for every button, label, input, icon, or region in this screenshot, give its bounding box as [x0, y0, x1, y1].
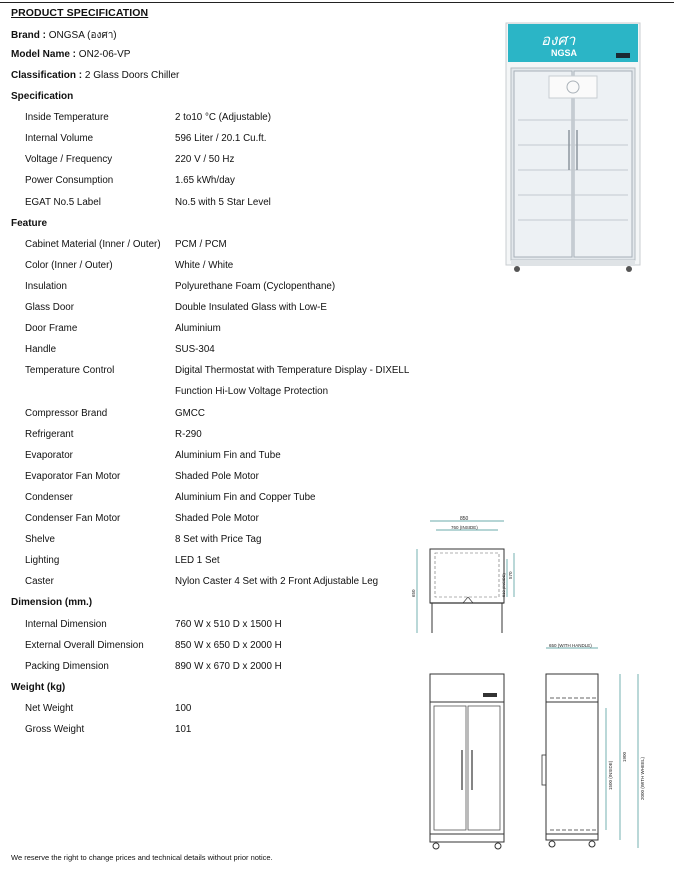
spec-label: Internal Volume [25, 133, 94, 145]
spec-row [0, 513, 440, 527]
spec-row [0, 197, 440, 211]
dim-top-inner: 760 (INSIDE) [451, 525, 478, 530]
section-heading: Dimension (mm.) [11, 597, 93, 609]
spec-row [0, 408, 440, 422]
spec-value: LED 1 Set [175, 555, 220, 567]
brand-label: Brand : [11, 30, 46, 41]
dim-top-side: 570 [508, 571, 513, 579]
spec-label: External Overall Dimension [25, 639, 144, 651]
spec-label: Condenser [25, 491, 73, 503]
footer-disclaimer: We reserve the right to change prices and technical details without prior notice. [11, 853, 273, 862]
spec-value: Aluminium [175, 323, 221, 335]
spec-label: EGAT No.5 Label [25, 196, 101, 208]
spec-label: Compressor Brand [25, 407, 108, 419]
spec-value: Polyurethane Foam (Cyclopenthane) [175, 280, 336, 292]
spec-row [0, 492, 440, 506]
top-rule [0, 2, 674, 3]
spec-value: 596 Liter / 20.1 Cu.ft. [175, 133, 267, 145]
classification-line [11, 70, 179, 81]
spec-value: 760 W x 510 D x 1500 H [175, 618, 282, 630]
spec-row [0, 260, 440, 274]
spec-row [0, 661, 440, 675]
spec-row [0, 323, 440, 337]
spec-label: Cabinet Material (Inner / Outer) [25, 238, 161, 250]
model-label: Model Name : [11, 49, 77, 60]
classification-label: Classification : [11, 70, 83, 81]
dim-side-h2: 1900 [622, 751, 627, 762]
spec-label: Handle [25, 344, 57, 356]
logo-text: NGSA [551, 48, 578, 58]
spec-row [0, 576, 440, 590]
spec-label: Insulation [25, 280, 67, 292]
spec-row [0, 724, 440, 738]
model-value: ON2-06-VP [76, 49, 131, 60]
brand-value: ONGSA (องศา) [46, 30, 117, 41]
spec-value: No.5 with 5 Star Level [175, 196, 271, 208]
spec-value: Double Insulated Glass with Low-E [175, 302, 327, 313]
spec-label: Voltage / Frequency [25, 154, 113, 166]
spec-row [0, 555, 440, 569]
classification-value: 2 Glass Doors Chiller [82, 70, 180, 81]
spec-value: 101 [175, 724, 192, 735]
spec-value: Digital Thermostat with Temperature Display - DIXELL [175, 365, 410, 377]
spec-label: Evaporator Fan Motor [25, 470, 121, 482]
dim-top-width: 850 [460, 516, 469, 522]
spec-label: Temperature Control [25, 365, 115, 377]
spec-label: Lighting [25, 555, 60, 567]
spec-row [0, 429, 440, 443]
dim-top-depth: 650 [411, 589, 416, 597]
side-view-drawing [540, 640, 665, 857]
section-heading: Specification [11, 91, 74, 102]
spec-value: 850 W x 650 D x 2000 H [175, 639, 282, 651]
spec-row [0, 450, 440, 464]
spec-row [0, 344, 440, 358]
spec-row [0, 133, 440, 147]
spec-row [0, 302, 440, 316]
spec-value: R-290 [175, 428, 202, 440]
spec-row [0, 386, 440, 400]
spec-value: 1.65 kWh/day [175, 175, 235, 187]
spec-row [0, 175, 440, 189]
spec-label: Internal Dimension [25, 618, 107, 630]
spec-value: Function Hi-Low Voltage Protection [175, 386, 329, 398]
spec-row [0, 534, 440, 548]
spec-label: Shelve [25, 534, 55, 546]
spec-label: Power Consumption [25, 175, 114, 187]
spec-row [0, 471, 440, 485]
spec-value: SUS-304 [175, 344, 215, 356]
spec-row [0, 154, 440, 168]
spec-label: Refrigerant [25, 428, 74, 440]
spec-label: Inside Temperature [25, 112, 109, 124]
spec-value: 8 Set with Price Tag [175, 534, 262, 546]
top-view-drawing [408, 515, 520, 645]
section-heading: Feature [11, 217, 48, 229]
spec-row [0, 239, 440, 253]
brand-line [11, 28, 117, 43]
spec-value: Shaded Pole Motor [175, 470, 259, 482]
front-view-drawing [427, 670, 509, 857]
spec-row [0, 281, 440, 295]
spec-row [0, 365, 440, 379]
spec-label: Glass Door [25, 302, 74, 313]
spec-label: Caster [25, 576, 54, 588]
spec-row [0, 640, 440, 654]
spec-label: Net Weight [25, 702, 74, 714]
spec-value: White / White [175, 259, 234, 271]
spec-row [0, 112, 440, 126]
section-heading: Weight (kg) [11, 681, 66, 693]
spec-value: 890 W x 670 D x 2000 H [175, 660, 282, 672]
spec-value: 2 to10 °C (Adjustable) [175, 112, 271, 124]
spec-label: Condenser Fan Motor [25, 513, 121, 524]
spec-value: 220 V / 50 Hz [175, 154, 235, 166]
spec-label: Color (Inner / Outer) [25, 259, 113, 271]
dim-top-inner-depth: 510 (INSIDE) [501, 573, 506, 597]
spec-value: Aluminium Fin and Tube [175, 449, 281, 461]
spec-label: Packing Dimension [25, 660, 109, 672]
spec-value: Shaded Pole Motor [175, 513, 259, 524]
spec-value: Aluminium Fin and Copper Tube [175, 491, 316, 503]
dim-side-h3: 1500 (INSIDE) [608, 760, 613, 790]
page-title: PRODUCT SPECIFICATION [11, 7, 149, 19]
spec-value: PCM / PCM [175, 238, 227, 250]
spec-value: Nylon Caster 4 Set with 2 Front Adjustable Leg [175, 576, 379, 588]
spec-row [0, 703, 440, 717]
spec-label: Door Frame [25, 323, 78, 335]
spec-value: GMCC [175, 407, 205, 419]
spec-label: Evaporator [25, 449, 73, 461]
spec-value: 100 [175, 702, 192, 714]
logo-thai: องศา [541, 32, 576, 49]
dim-side-h1: 2000 (WITH WHEEL) [640, 756, 645, 800]
spec-label: Gross Weight [25, 724, 85, 735]
dim-side-width: 650 (WITH HANDLE) [549, 643, 592, 648]
spec-row [0, 619, 440, 633]
product-photo [503, 20, 643, 281]
model-line [11, 49, 130, 60]
